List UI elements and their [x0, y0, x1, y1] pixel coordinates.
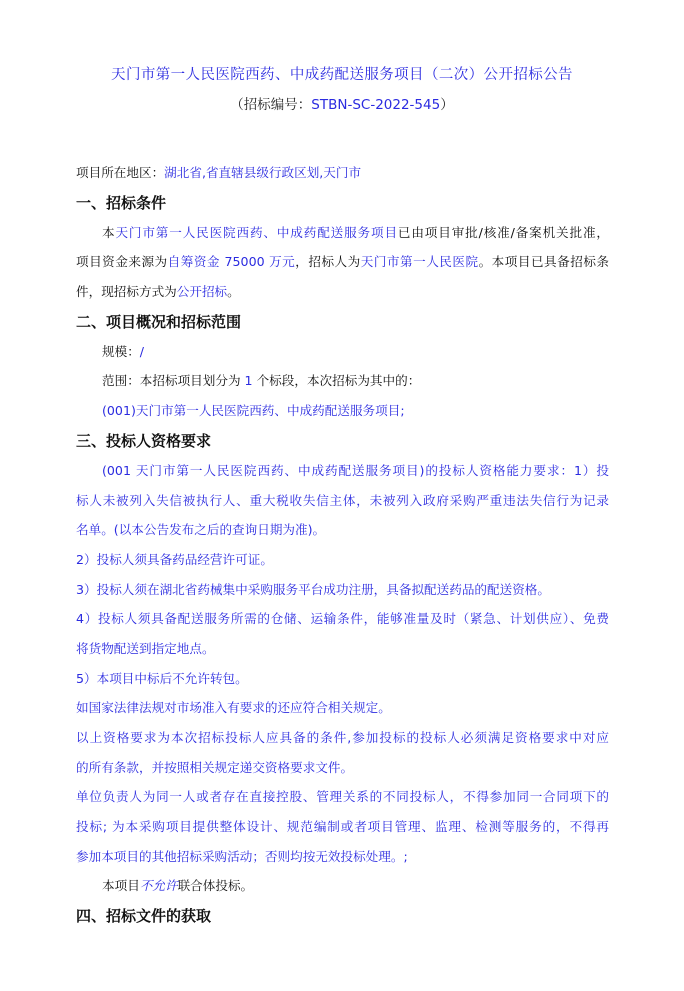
section-heading: 四、招标文件的获取: [76, 907, 212, 926]
text-segment: ，招标人为: [295, 254, 361, 270]
text-segment: 的所有条款，并按照相关规定递交资格要求文件。: [76, 759, 354, 775]
text-segment: 自筹资金 75000 万元: [167, 254, 296, 270]
text-segment: (001)天门市第一人民医院西药、中成药配送服务项目;: [102, 403, 405, 419]
paragraph-line: [76, 634, 609, 664]
tender-number: [0, 93, 684, 113]
text-segment: 单位负责人为同一人或者存在直接控股、管理关系的不同投标人，不得参加同一合同项下的: [76, 789, 609, 805]
text-segment: 天门市第一人民医院西药、中成药配送服务项目: [115, 224, 398, 240]
text-segment: 范围：本招标项目划分为: [102, 373, 245, 389]
paragraph-line: [76, 277, 609, 307]
paragraph-line: [76, 753, 609, 783]
paragraph-line: [76, 456, 609, 486]
text-segment: 2）投标人须具备药品经营许可证。: [76, 551, 273, 567]
paragraph-line: [76, 575, 609, 605]
paragraph-line: [76, 158, 609, 188]
text-segment: 投标; 为本采购项目提供整体设计、规范编制或者项目管理、监理、检测等服务的，不得再: [76, 819, 609, 835]
text-segment: 不允许: [139, 878, 178, 894]
paragraph-line: [76, 664, 609, 694]
paragraph-line: [76, 218, 609, 248]
paragraph-line: [76, 723, 609, 753]
text-segment: 已由项目审批/核准/备案机关批准，: [397, 224, 609, 240]
text-segment: 规模：: [102, 343, 140, 359]
paragraph-line: [76, 337, 609, 367]
paragraph-line: [76, 812, 609, 842]
text-segment: 天门市第一人民医院: [360, 254, 479, 270]
paragraph-line: [76, 842, 609, 872]
paragraph-line: [76, 871, 609, 901]
paragraph-line: [76, 545, 609, 575]
tender-number-label: （招标编号：: [230, 97, 312, 113]
paragraph-line: [76, 366, 609, 396]
paragraph-line: [76, 782, 609, 812]
text-segment: 联合体投标。: [177, 878, 254, 894]
document-body: [76, 158, 609, 931]
document-title: 天门市第一人民医院西药、中成药配送服务项目（二次）公开招标公告: [111, 67, 573, 83]
text-segment: 3）投标人须在湖北省药械集中采购服务平台成功注册，具备拟配送药品的配送资格。: [76, 581, 550, 597]
text-segment: 件，现招标方式为: [76, 284, 177, 300]
paragraph-line: [76, 486, 609, 516]
text-segment: 将货物配送到指定地点。: [76, 640, 215, 656]
text-segment: (001 天门市第一人民医院西药、中成药配送服务项目)的投标人资格能力要求：1）投: [102, 462, 609, 478]
text-segment: 公开招标: [176, 284, 228, 300]
text-segment: 5）本项目中标后不允许转包。: [76, 670, 248, 686]
text-segment: 。: [227, 284, 240, 300]
text-segment: 如国家法律法规对市场准入有要求的还应符合相关规定。: [76, 700, 391, 716]
text-segment: 以上资格要求为本次招标投标人应具备的条件,参加投标的投标人必须满足资格要求中对应: [76, 730, 609, 745]
text-segment: 。本项目已具备招标条: [478, 254, 609, 270]
paragraph-line: [76, 693, 609, 723]
tender-number-value: STBN-SC-2022-545: [311, 97, 441, 113]
text-segment: /: [139, 343, 145, 359]
paragraph-line: [76, 247, 609, 277]
text-segment: 湖北省,省直辖县级行政区划,天门市: [164, 165, 362, 180]
text-segment: 个标段，本次招标为其中的：: [252, 373, 421, 389]
paragraph-line: [76, 604, 609, 634]
paragraph-line: [76, 396, 609, 426]
text-segment: 1: [244, 373, 253, 389]
text-segment: 标人未被列入失信被执行人、重大税收失信主体，未被列入政府采购严重违法失信行为记录: [76, 492, 609, 508]
text-segment: 本: [102, 224, 116, 240]
section-heading: 一、招标条件: [76, 193, 167, 212]
paragraph-line: [76, 515, 609, 545]
text-segment: 项目资金来源为: [76, 254, 168, 270]
text-segment: 参加本项目的其他招标采购活动；否则均按无效投标处理。;: [76, 848, 408, 864]
text-segment: 名单。(以本公告发布之后的查询日期为准)。: [76, 522, 326, 538]
text-segment: 4）投标人须具备配送服务所需的仓储、运输条件，能够准量及时（紧急、计划供应）、免费: [76, 611, 609, 627]
text-segment: 本项目: [102, 878, 140, 894]
section-heading: 三、投标人资格要求: [76, 431, 212, 450]
tender-number-close: ）: [440, 97, 454, 113]
text-segment: 项目所在地区：: [76, 165, 165, 180]
section-heading: 二、项目概况和招标范围: [76, 312, 242, 331]
